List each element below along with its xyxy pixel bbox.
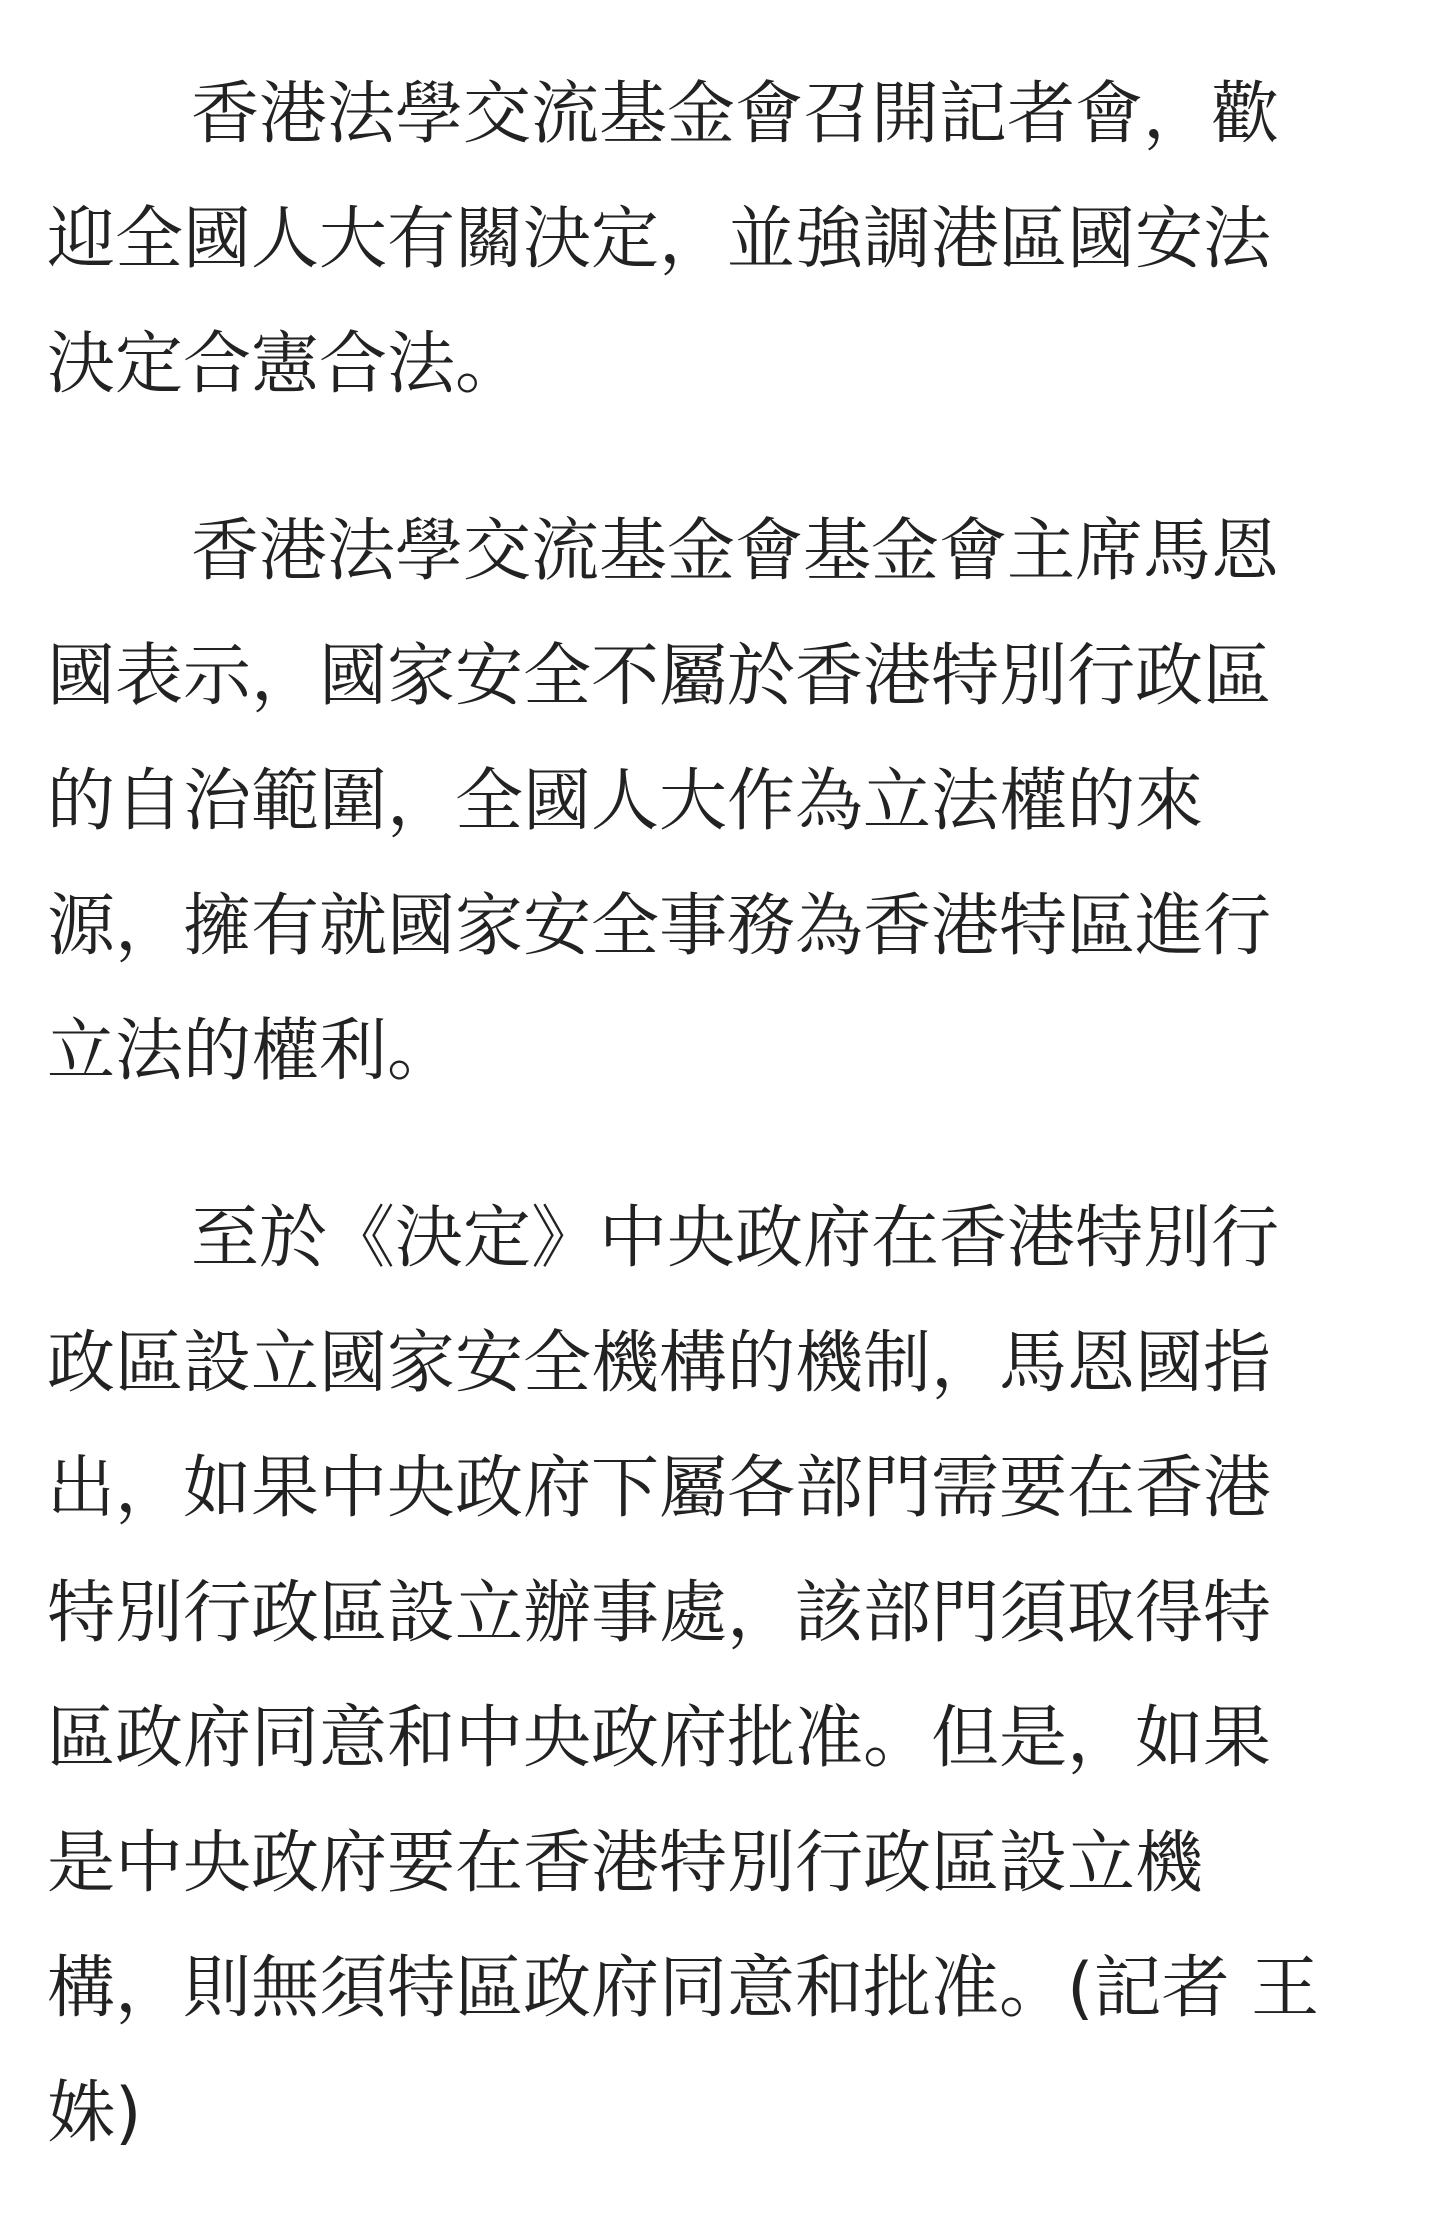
paragraph-line: 是中央政府要在香港特別行政區設立機 <box>47 1824 1204 1903</box>
paragraph-line: 立法的權利。 <box>47 1012 456 1091</box>
paragraph-line: 出，如果中央政府下屬各部門需要在香港 <box>47 1449 1272 1528</box>
paragraph-line: 特別行政區設立辦事處，該部門須取得特 <box>47 1574 1272 1653</box>
paragraph-line: 區政府同意和中央政府批准。但是，如果 <box>47 1699 1272 1778</box>
article-paragraph-1 <box>47 52 1407 427</box>
article-paragraph-2 <box>47 489 1407 1114</box>
article-paragraph-3 <box>47 1176 1407 2176</box>
paragraph-line: 國表示，國家安全不屬於香港特別行政區 <box>47 637 1272 716</box>
news-article <box>47 52 1407 2176</box>
paragraph-line: 政區設立國家安全機構的機制，馬恩國指 <box>47 1324 1272 1403</box>
paragraph-line: 決定合憲合法。 <box>47 325 524 404</box>
paragraph-line: 香港法學交流基金會召開記者會，歡 <box>191 75 1280 154</box>
paragraph-line: 香港法學交流基金會基金會主席馬恩 <box>191 512 1280 591</box>
paragraph-line: 源，擁有就國家安全事務為香港特區進行 <box>47 887 1272 966</box>
paragraph-line: 構，則無須特區政府同意和批准。(記者 王 <box>47 1949 1320 2028</box>
paragraph-line: 姝) <box>47 2074 142 2153</box>
paragraph-line: 的自治範圍，全國人大作為立法權的來 <box>47 762 1204 841</box>
paragraph-line: 至於《決定》中央政府在香港特別行 <box>191 1199 1280 1278</box>
paragraph-line: 迎全國人大有關決定，並強調港區國安法 <box>47 200 1272 279</box>
